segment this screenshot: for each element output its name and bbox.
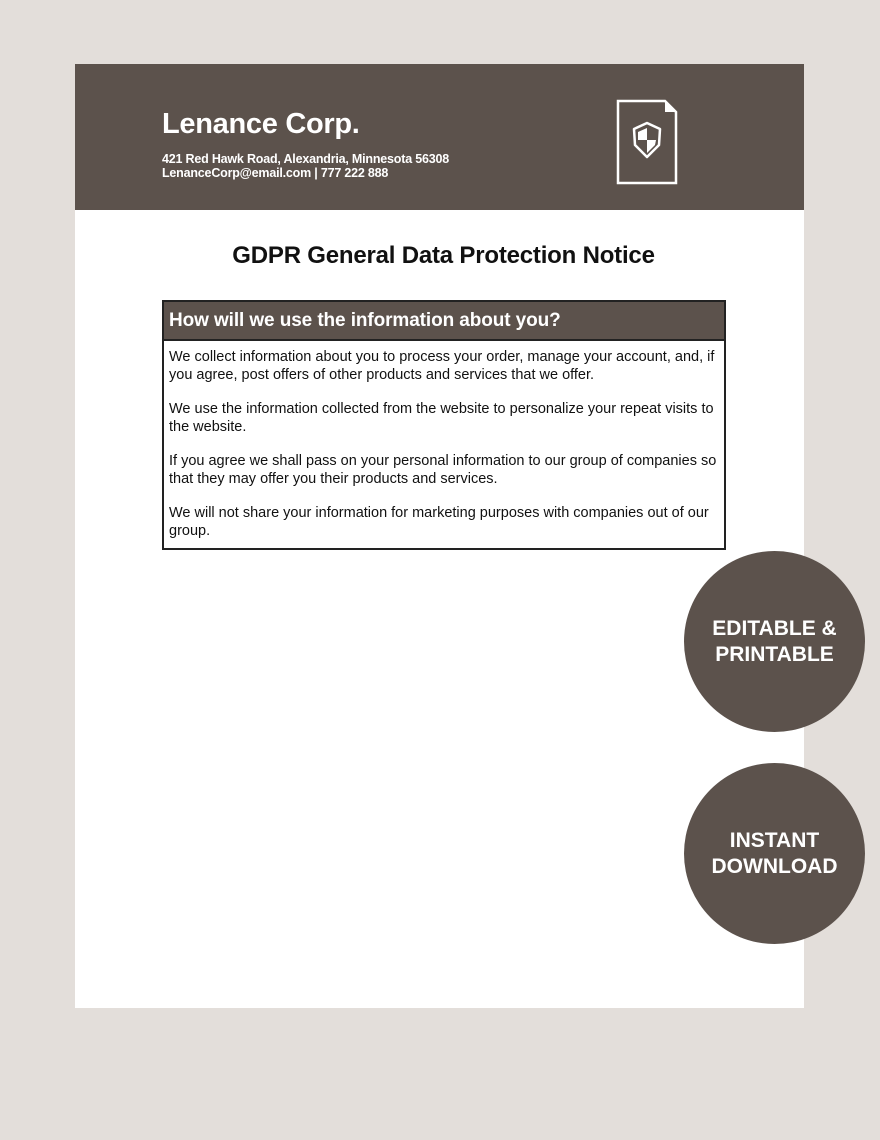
- paragraph: We collect information about you to process your order, manage your account, and, if you agree, post offers of other products and services that we offer.: [169, 349, 715, 383]
- badge-line: DOWNLOAD: [711, 854, 838, 878]
- editable-printable-badge: [684, 551, 865, 732]
- company-address: 421 Red Hawk Road, Alexandria, Minnesota 56308: [162, 152, 449, 166]
- instant-download-badge: [684, 763, 865, 944]
- paragraph: We will not share your information for marketing purposes with companies out of our group.: [169, 505, 709, 539]
- section-heading: How will we use the information about you?: [164, 302, 724, 341]
- badge-line: INSTANT: [729, 828, 820, 852]
- paragraph: We use the information collected from the website to personalize your repeat visits to the website.: [169, 401, 714, 435]
- letterhead: [75, 64, 804, 210]
- badge-line: PRINTABLE: [715, 642, 834, 666]
- section-body: [164, 341, 724, 548]
- paragraph: If you agree we shall pass on your personal information to our group of companies so that they may offer you their products and services.: [169, 453, 717, 487]
- info-use-section: [162, 300, 726, 550]
- badge-line: EDITABLE &: [712, 616, 837, 640]
- document-shield-icon: [615, 98, 679, 186]
- document-title: GDPR General Data Protection Notice: [232, 242, 655, 269]
- company-name: Lenance Corp.: [162, 108, 360, 140]
- company-contact: LenanceCorp@email.com | 777 222 888: [162, 166, 389, 180]
